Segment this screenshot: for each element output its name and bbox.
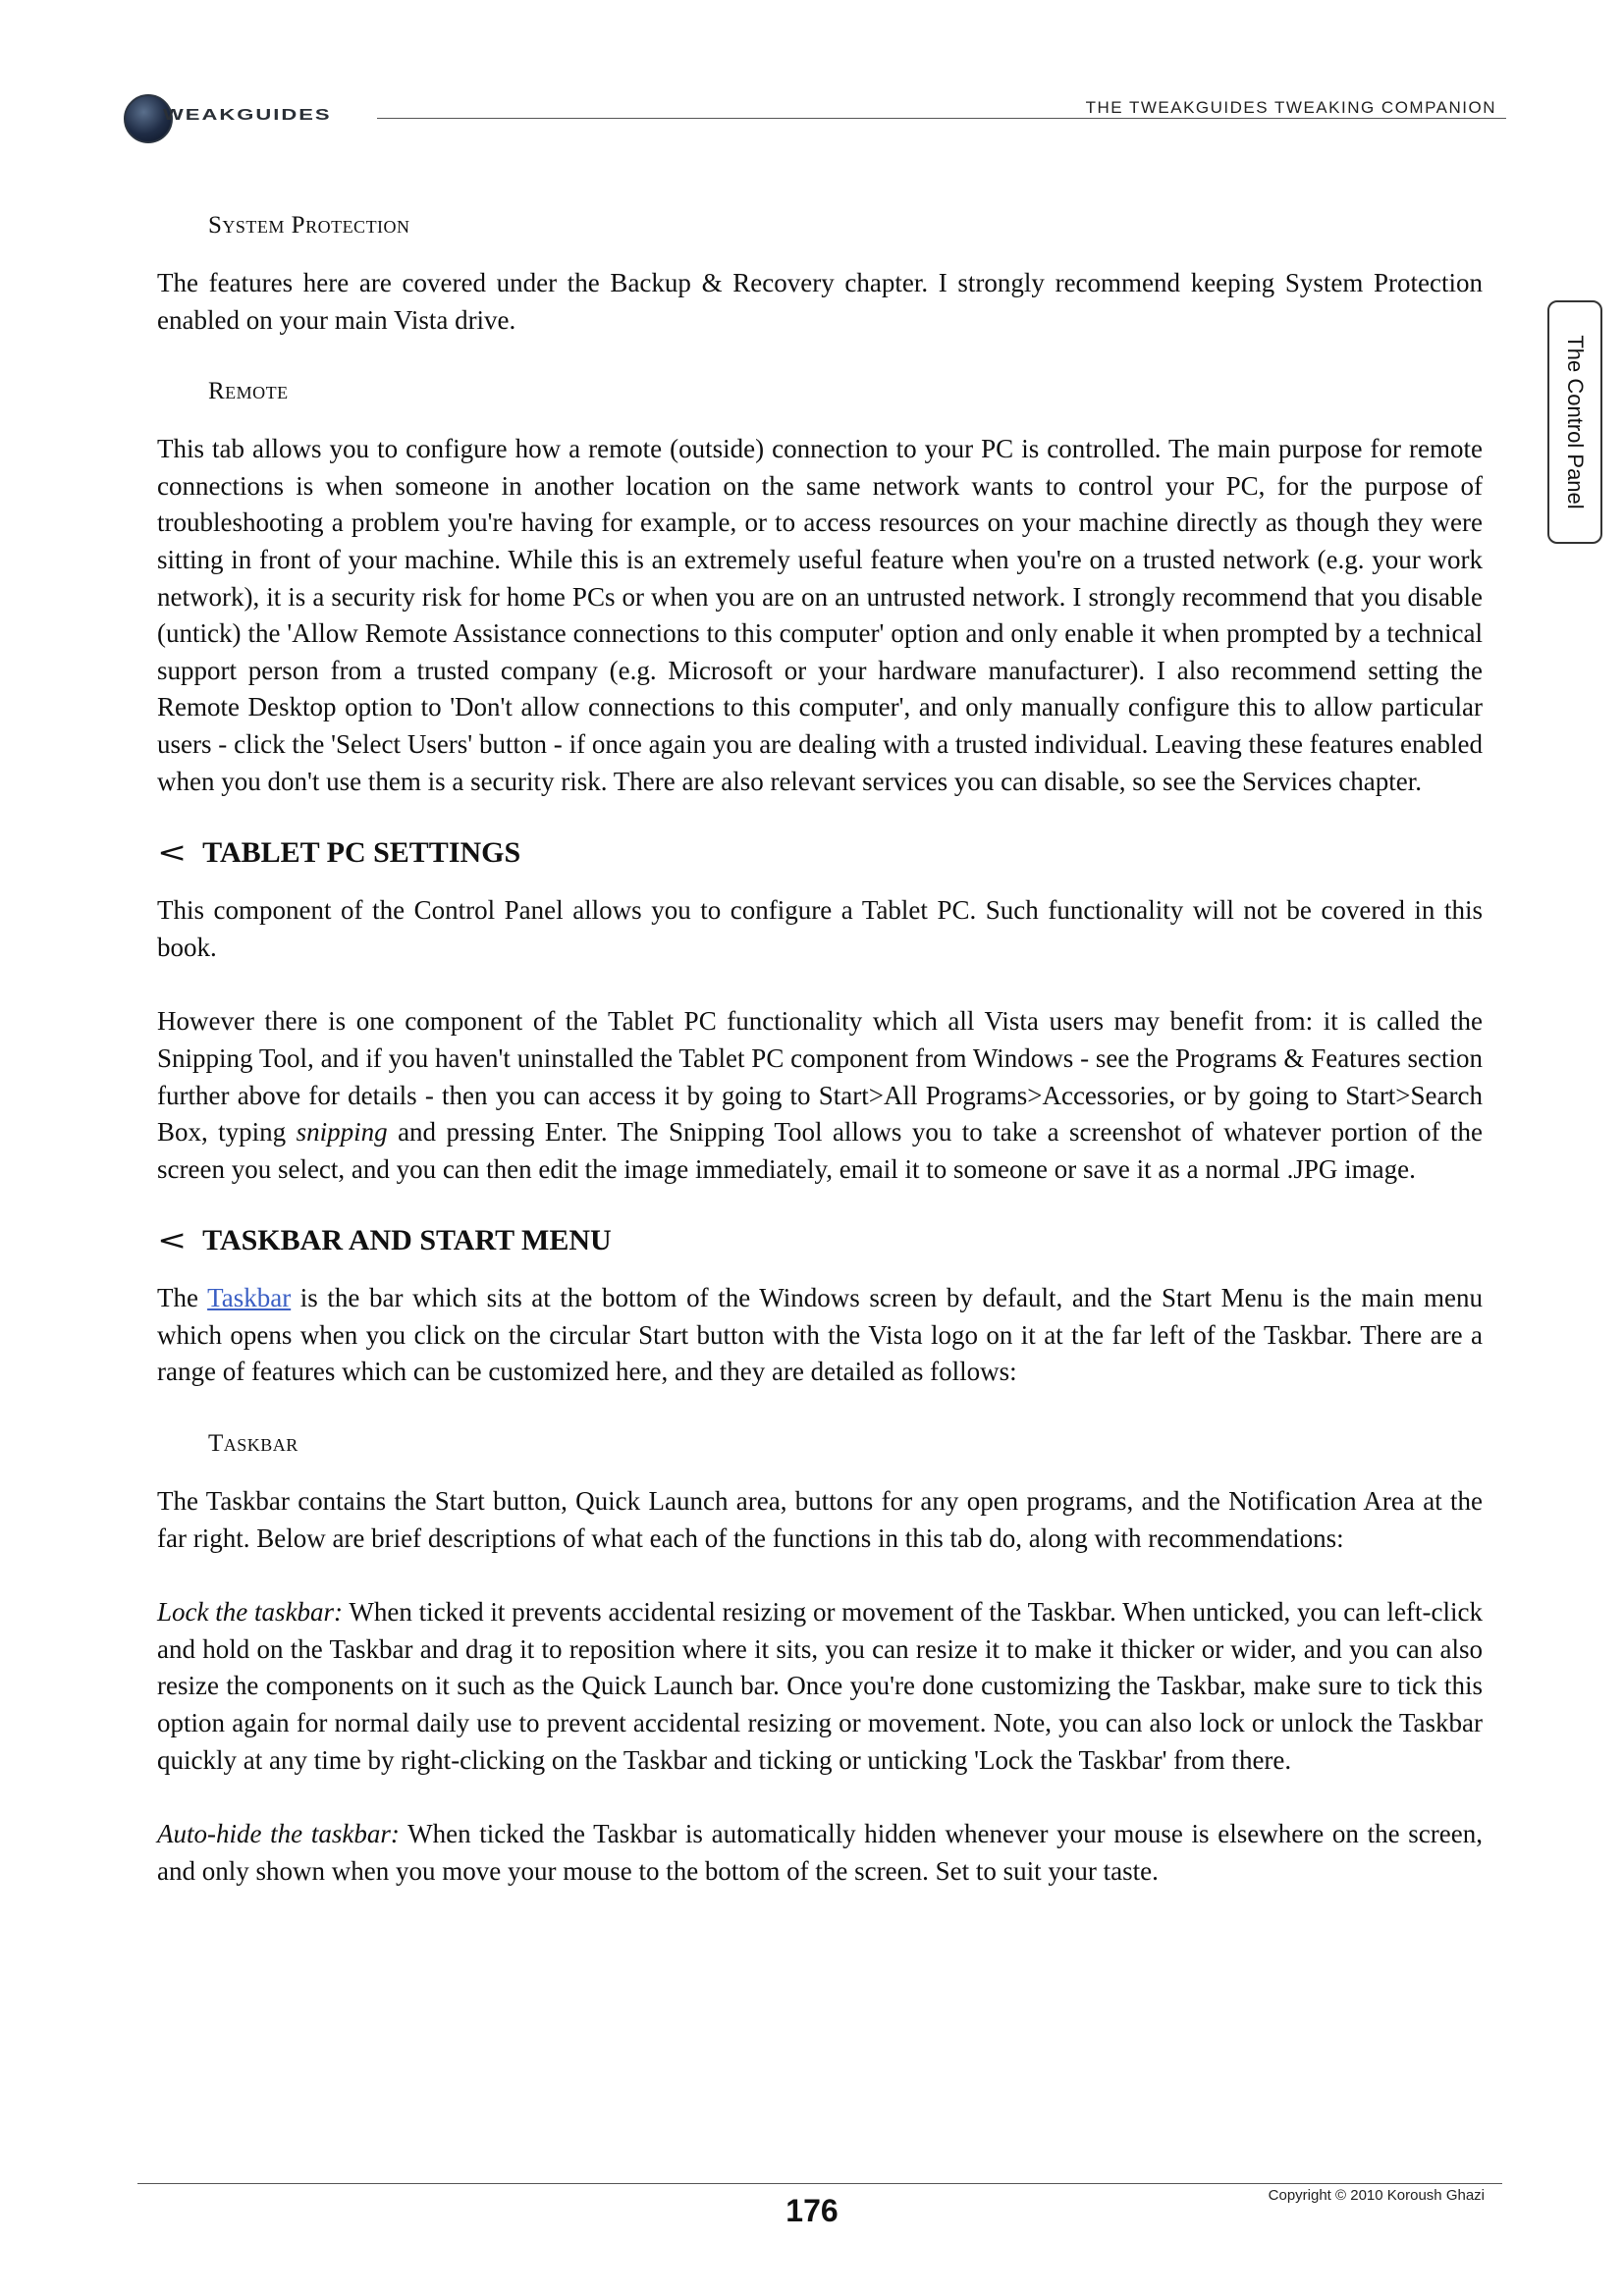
chapter-side-tab-label: The Control Panel xyxy=(1563,335,1588,509)
paragraph-system-protection: The features here are covered under the Backup & Recovery chapter. I strongly recommend keeping System Protection enabled on your main Vista drive. xyxy=(157,268,1483,335)
chapter-side-tab xyxy=(1547,300,1602,544)
paragraph-snipping-tool xyxy=(157,1003,1483,1188)
autohide-taskbar-text: When ticked the Taskbar is automatically hidden whenever your mouse is elsewhere on the screen, and only shown when you move your mouse to the bottom of the screen. Set to suit your taste. xyxy=(157,1819,1484,1886)
footer-divider xyxy=(137,2183,1502,2184)
paragraph-lock-taskbar xyxy=(157,1594,1483,1779)
logo-text: WEAKGUIDES xyxy=(163,106,332,124)
lock-taskbar-text: When ticked it prevents accidental resizing or movement of the Taskbar. When unticked, you can left-click and hold on the Taskbar and drag it to reposition where it sits, you can resize it to make it thicker or wider, and you can also resize the components on it such as the Quick Launch bar. Once you're done customizing the Taskbar, make sure to tick this option again for normal daily use to prevent accidental resizing or movement. Note, you can also lock or unlock the Taskbar quickly at any time by right-clicking on the Taskbar and ticking or unticking 'Lock the Taskbar' from there. xyxy=(157,1597,1483,1775)
taskbar-intro-text-a: The xyxy=(157,1283,208,1313)
snipping-emphasis: snipping xyxy=(296,1117,388,1148)
snipping-text-b: and pressing Enter. The Snipping Tool allows you to take a screenshot of whatever portion of the screen you select, and you can then edit the image immediately, email it to someone or save it as a normal .JPG image. xyxy=(157,1117,1483,1184)
header-title: THE TWEAKGUIDES TWEAKING COMPANION xyxy=(1085,98,1496,117)
lock-taskbar-label: Lock the taskbar: xyxy=(157,1597,344,1628)
page-number: 176 xyxy=(785,2193,839,2228)
chevron-left-icon: < xyxy=(157,836,188,870)
subheading-system-protection: System Protection xyxy=(208,212,410,239)
paragraph-autohide-taskbar xyxy=(157,1816,1483,1890)
subheading-taskbar: Taskbar xyxy=(208,1430,298,1458)
paragraph-taskbar-overview: The Taskbar contains the Start button, Quick Launch area, buttons for any open programs, and the Notification Area at the far right. Below are brief descriptions of what each of the functions in this tab do, along with recommendations: xyxy=(157,1486,1483,1553)
section-heading-taskbar-start-menu xyxy=(157,1221,1483,1260)
copyright-notice: Copyright © 2010 Koroush Ghazi xyxy=(1268,2187,1485,2204)
chevron-left-icon: < xyxy=(157,1224,188,1257)
header-divider xyxy=(377,118,1506,119)
section-heading-tablet-pc-text: TABLET PC SETTINGS xyxy=(202,836,521,870)
subheading-remote: Remote xyxy=(208,378,289,405)
autohide-taskbar-label: Auto-hide the taskbar: xyxy=(157,1819,400,1849)
snipping-text-a: However there is one component of the Tablet PC functionality which all Vista users may benefit from: it is called the Snipping Tool, and if you haven't uninstalled the Tablet PC component from Windows - see the Programs & Features section further above for details - then you can access it by going to Start>All Programs>Accessories, or by going to Start>Search Box, typing xyxy=(157,1006,1483,1148)
paragraph-remote: This tab allows you to configure how a remote (outside) connection to your PC is controlled. The main purpose for remote connections is when someone in another location on the same network wants to control your PC, for the purpose of troubleshooting a problem you're having for example, or to access resources on your machine directly as though they were sitting in front of your machine. While this is an extremely useful feature when you're on a trusted network (e.g. your work network), it is a security risk for home PCs or when you are on an untrusted network. I strongly recommend that you disable (untick) the 'Allow Remote Assistance connections to this computer' option and only enable it when prompted by a technical support person from a trusted company (e.g. Microsoft or your hardware manufacturer). I also recommend setting the Remote Desktop option to 'Don't allow connections to this computer', and only manually configure this to allow particular users - click the 'Select Users' button - if once again you are dealing with a trusted individual. Leaving these features enabled when you don't use them is a security risk. There are also relevant services you can disable, so see the Services chapter. xyxy=(157,434,1483,796)
taskbar-intro-text-b: is the bar which sits at the bottom of the Windows screen by default, and the Start Menu is the main menu which opens when you click on the circular Start button with the Vista logo on it at the far left of the Taskbar. There are a range of features which can be customized here, and they are detailed as follows: xyxy=(157,1283,1483,1387)
page-content xyxy=(157,206,1483,1890)
tweakguides-logo xyxy=(124,94,359,145)
taskbar-link[interactable]: Taskbar xyxy=(207,1283,292,1313)
section-heading-tablet-pc xyxy=(157,833,1483,873)
paragraph-tablet-intro: This component of the Control Panel allows you to configure a Tablet PC. Such functionality will not be covered in this book. xyxy=(157,895,1483,962)
section-heading-taskbar-start-menu-text: TASKBAR AND START MENU xyxy=(202,1224,612,1257)
paragraph-taskbar-start-intro xyxy=(157,1280,1483,1391)
